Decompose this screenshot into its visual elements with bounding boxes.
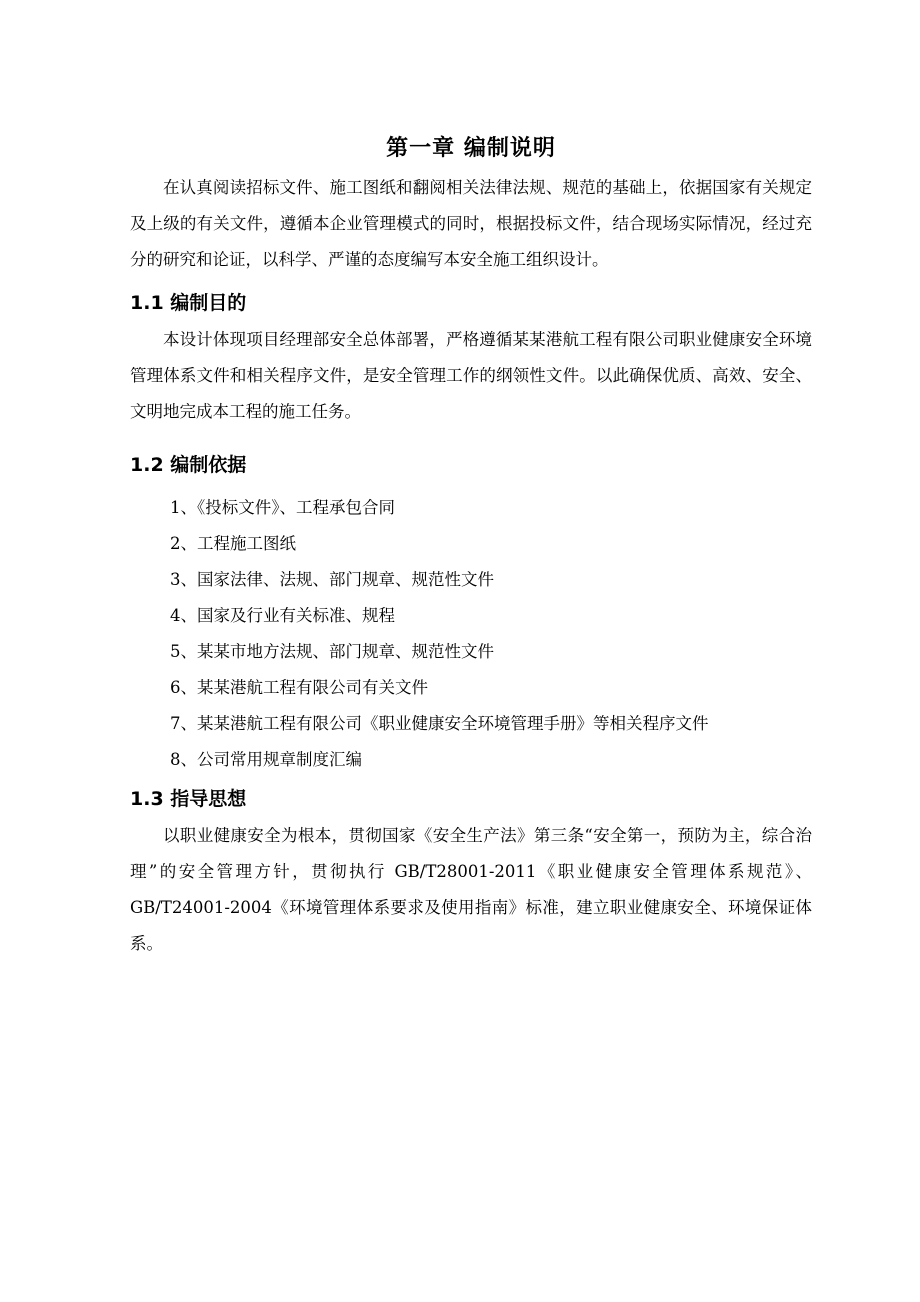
basis-list-item: 8、公司常用规章制度汇编: [170, 750, 362, 769]
basis-list-item: 3、国家法律、法规、部门规章、规范性文件: [170, 570, 494, 589]
basis-list-item: 1、《投标文件》、工程承包合同: [170, 498, 395, 517]
basis-list-item: 6、某某港航工程有限公司有关文件: [170, 678, 428, 697]
basis-list-item: 5、某某市地方法规、部门规章、规范性文件: [170, 642, 494, 661]
section-heading-guiding-idea: 1.3 指导思想: [130, 788, 247, 810]
document-content: [130, 132, 812, 962]
basis-list-item: 4、国家及行业有关标准、规程: [170, 606, 395, 625]
section-guiding-idea-paragraph: 以职业健康安全为根本，贯彻国家《安全生产法》第三条“安全第一，预防为主，综合治理”的安全管理方针，贯彻执行 GB/T28001-2011《职业健康安全管理体系规范》、GB/T24001-2004《环境管理体系要求及使用指南》标准，建立职业健康安全、环境保证体系。: [130, 826, 812, 953]
section-heading-purpose: 1.1 编制目的: [130, 292, 247, 314]
basis-list-item: 7、某某港航工程有限公司《职业健康安全环境管理手册》等相关程序文件: [170, 714, 709, 733]
section-heading-basis: 1.2 编制依据: [130, 454, 247, 476]
section-purpose-paragraph: 本设计体现项目经理部安全总体部署，严格遵循某某港航工程有限公司职业健康安全环境管理体系文件和相关程序文件，是安全管理工作的纲领性文件。以此确保优质、高效、安全、文明地完成本工程的施工任务。: [130, 330, 812, 421]
basis-list-item: 2、工程施工图纸: [170, 534, 296, 553]
chapter-title: 第一章 编制说明: [386, 136, 556, 161]
chapter-intro-paragraph: 在认真阅读招标文件、施工图纸和翻阅相关法律法规、规范的基础上，依据国家有关规定及上级的有关文件，遵循本企业管理模式的同时，根据投标文件，结合现场实际情况，经过充分的研究和论证，以科学、严谨的态度编写本安全施工组织设计。: [130, 178, 812, 269]
basis-list: [130, 490, 812, 778]
